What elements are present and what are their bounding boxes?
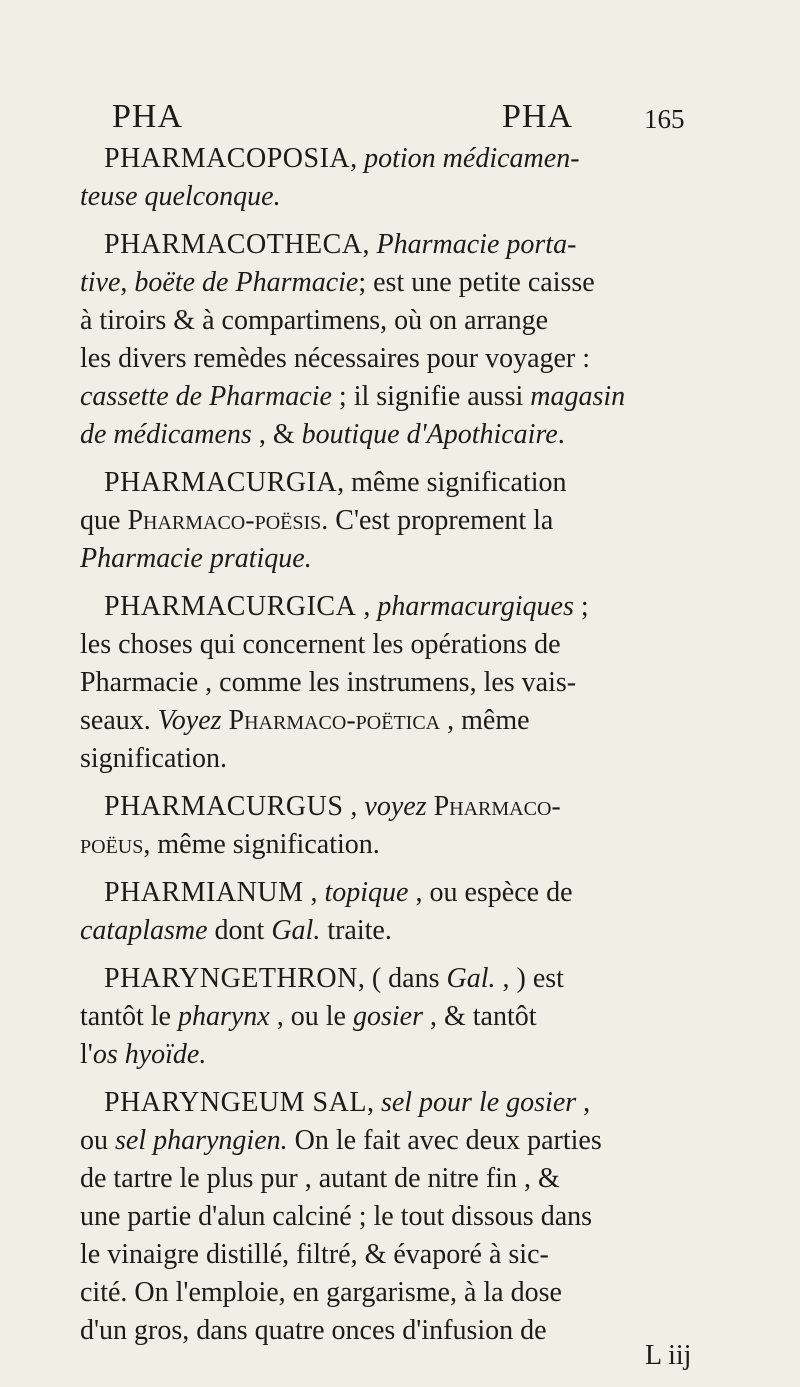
entry-line: à tiroirs & à compartimens, où on arrange xyxy=(80,305,549,336)
entry-line: PHARYNGETHRON, ( dans Gal. , ) est xyxy=(104,963,564,994)
entry-line: de médicamens , & boutique d'Apothicaire. xyxy=(80,419,565,450)
entry-line: PHARMACURGICA , pharmacurgiques ; xyxy=(104,591,589,622)
entry-line: seaux. Voyez Pharmaco-poëtica , même xyxy=(80,705,530,736)
dictionary-entry xyxy=(80,874,730,950)
entry-line: d'un gros, dans quatre onces d'infusion de xyxy=(80,1315,547,1346)
header-right: PHA xyxy=(502,98,574,135)
entry-line: une partie d'alun calciné ; le tout dissous dans xyxy=(80,1201,593,1232)
page-number: 165 xyxy=(644,104,685,134)
entry-line: signification. xyxy=(80,743,227,774)
dictionary-entry xyxy=(80,226,730,454)
entry-line: le vinaigre distillé, filtré, & évaporé à sic- xyxy=(80,1239,549,1270)
entry-line: Pharmacie , comme les instrumens, les vais- xyxy=(80,667,577,698)
printer-signature: L iij xyxy=(645,1340,692,1371)
entry-line: tive, boëte de Pharmacie; est une petite caisse xyxy=(80,267,595,298)
entry-line: PHARMACOPOSIA, potion médicamen- xyxy=(104,143,580,174)
dictionary-body xyxy=(80,140,730,1360)
dictionary-entry xyxy=(80,588,730,778)
entry-line: cassette de Pharmacie ; il signifie aussi magasin xyxy=(80,381,626,412)
dictionary-entry xyxy=(80,1084,730,1350)
entry-line: cité. On l'emploie, en gargarisme, à la dose xyxy=(80,1277,562,1308)
entry-line: PHARYNGEUM SAL, sel pour le gosier , xyxy=(104,1087,591,1118)
entry-line: l'os hyoïde. xyxy=(80,1039,207,1070)
entry-line: PHARMACOTHECA, Pharmacie porta- xyxy=(104,229,577,260)
entry-line: teuse quelconque. xyxy=(80,181,281,212)
entry-line: PHARMACURGIA, même signification xyxy=(104,467,567,498)
dictionary-entry xyxy=(80,140,730,216)
entry-line: poëus, même signification. xyxy=(80,829,380,860)
entry-line: PHARMIANUM , topique , ou espèce de xyxy=(104,877,573,908)
entry-line: de tartre le plus pur , autant de nitre fin , & xyxy=(80,1163,560,1194)
entry-line: les divers remèdes nécessaires pour voyager : xyxy=(80,343,591,374)
entry-line: que Pharmaco-poësis. C'est proprement la xyxy=(80,505,554,536)
entry-line: les choses qui concernent les opérations de xyxy=(80,629,561,660)
entry-line: cataplasme dont Gal. traite. xyxy=(80,915,392,946)
dictionary-entry xyxy=(80,960,730,1074)
entry-line: Pharmacie pratique. xyxy=(80,543,312,574)
entry-line: ou sel pharyngien. On le fait avec deux parties xyxy=(80,1125,602,1156)
header-left: PHA xyxy=(112,98,184,135)
entry-line: tantôt le pharynx , ou le gosier , & tantôt xyxy=(80,1001,537,1032)
running-header xyxy=(112,98,712,142)
entry-line: PHARMACURGUS , voyez Pharmaco- xyxy=(104,791,561,822)
dictionary-entry xyxy=(80,788,730,864)
dictionary-entry xyxy=(80,464,730,578)
